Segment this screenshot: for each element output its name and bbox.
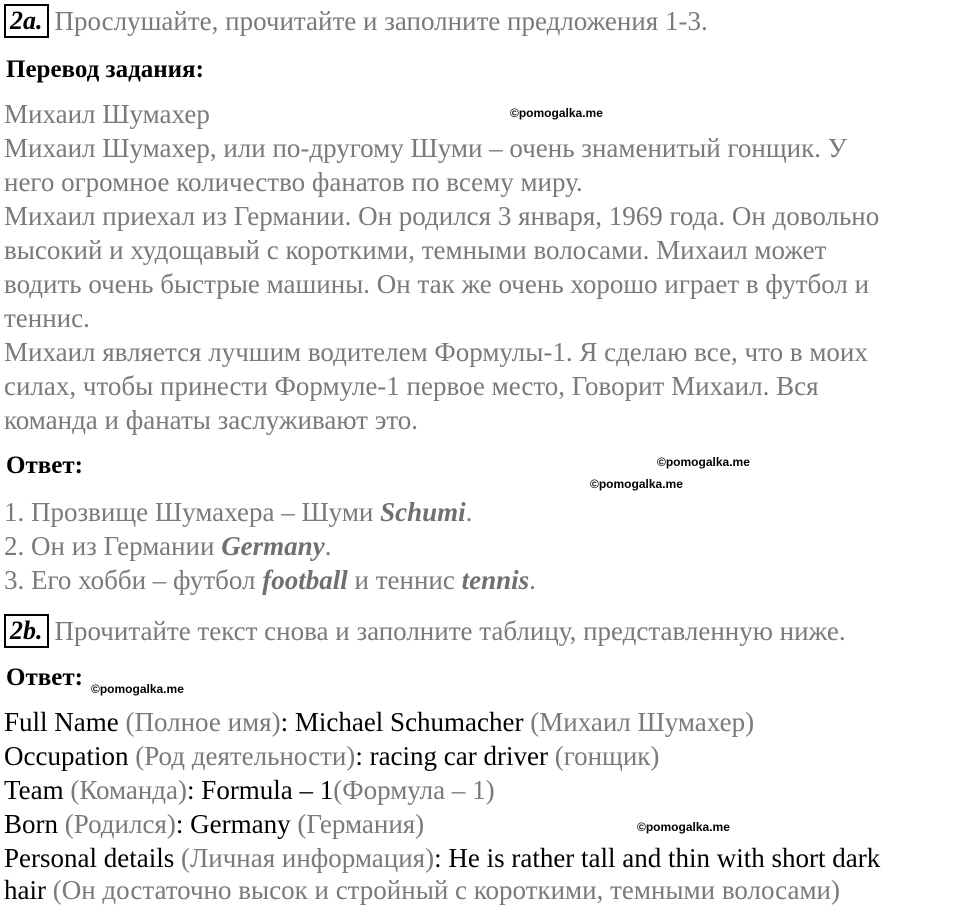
task-b-number: 2b. <box>4 614 49 648</box>
row-colon: : <box>280 707 295 737</box>
answer-a-item <box>4 496 472 529</box>
answer-keyword-2: tennis <box>461 565 530 595</box>
translation-line: силах, чтобы принести Формуле-1 первое место, Говорит Михаил. Вся <box>4 371 819 401</box>
task-a-header <box>4 4 708 38</box>
row-colon: : <box>175 809 191 839</box>
translation-line: Михаил Шумахер, или по-другому Шуми – очень знаменитый гонщик. У <box>4 133 847 163</box>
translation-line: теннис. <box>4 303 90 333</box>
answer-prefix: 3. Его хобби – футбол <box>4 565 263 595</box>
answer-a-item <box>4 530 331 563</box>
translation-line: Михаил является лучшим водителем Формулы-1. Я сделаю все, что в моих <box>4 337 868 367</box>
row-label: Full Name <box>4 707 119 737</box>
row-label: Occupation <box>4 741 129 771</box>
row-value-ru: (Он достаточно высок и стройный с короткими, темными волосами) <box>45 875 840 905</box>
answer-keyword: Germany <box>221 531 325 561</box>
row-colon: : <box>187 775 202 805</box>
row-label-ru: (Полное имя) <box>118 707 281 737</box>
row-colon: : <box>355 741 370 771</box>
table-b-row <box>4 774 495 807</box>
task-a-instruction: Прослушайте, прочитайте и заполните предложения 1-3. <box>54 5 708 36</box>
row-label: Born <box>4 809 58 839</box>
row-label-ru: (Родился) <box>58 809 176 839</box>
translation-line: него огромное количество фанатов по всему миру. <box>4 167 583 197</box>
row-label: Personal details <box>4 843 175 873</box>
row-value-ru: (Германия) <box>290 809 425 839</box>
table-b-row <box>4 740 659 773</box>
watermark: ©pomogalka.me <box>510 106 603 120</box>
watermark: ©pomogalka.me <box>637 820 730 834</box>
answer-keyword: Schumi <box>380 497 466 527</box>
translation-line: Михаил Шумахер <box>4 99 210 129</box>
row-value-ru: (Михаил Шумахер) <box>523 707 755 737</box>
answer-suffix: . <box>324 531 332 561</box>
row-label-ru: (Род деятельности) <box>128 741 356 771</box>
answer-prefix: 2. Он из Германии <box>4 531 222 561</box>
row-label: Team <box>4 775 64 805</box>
answer-middle: и теннис <box>347 565 462 595</box>
row-value: hair <box>4 875 46 905</box>
table-b-row <box>4 842 880 875</box>
row-label-ru: (Личная информация) <box>174 843 435 873</box>
translation-line: высокий и худощавый с короткими, темными волосами. Михаил может <box>4 235 827 265</box>
answer-suffix: . <box>465 497 473 527</box>
row-value: Germany <box>190 809 291 839</box>
row-value-ru: (Формула – 1) <box>333 775 495 805</box>
task-a-number: 2a. <box>4 4 49 38</box>
answer-prefix: 1. Прозвище Шумахера – Шуми <box>4 497 381 527</box>
row-value: Michael Schumacher <box>294 707 524 737</box>
answer-heading-a: Ответ: <box>6 452 83 479</box>
watermark: ©pomogalka.me <box>91 682 184 696</box>
translation-line: команда и фанаты заслуживают это. <box>4 405 419 435</box>
watermark: ©pomogalka.me <box>657 455 750 469</box>
translation-heading: Перевод задания: <box>6 56 204 83</box>
answer-keyword: football <box>262 565 348 595</box>
table-b-row <box>4 808 424 841</box>
translation-line: водить очень быстрые машины. Он так же очень хорошо играет в футбол и <box>4 269 870 299</box>
task-b-instruction: Прочитайте текст снова и заполните таблицу, представленную ниже. <box>54 615 846 646</box>
task-b-header <box>4 614 846 648</box>
row-value: Formula – 1 <box>201 775 334 805</box>
row-colon: : <box>434 843 449 873</box>
translation-line: Михаил приехал из Германии. Он родился 3 января, 1969 года. Он довольно <box>4 201 880 231</box>
answer-suffix: . <box>529 565 536 595</box>
watermark: ©pomogalka.me <box>590 477 683 491</box>
row-label-ru: (Команда) <box>63 775 188 805</box>
table-b-row <box>4 706 754 739</box>
row-value: racing car driver <box>369 741 548 771</box>
answer-a-item <box>4 564 536 597</box>
row-value-ru: (гонщик) <box>547 741 660 771</box>
answer-heading-b: Ответ: <box>6 664 83 691</box>
table-b-row-continuation <box>4 874 840 907</box>
row-value: He is rather tall and thin with short dark <box>448 843 881 873</box>
